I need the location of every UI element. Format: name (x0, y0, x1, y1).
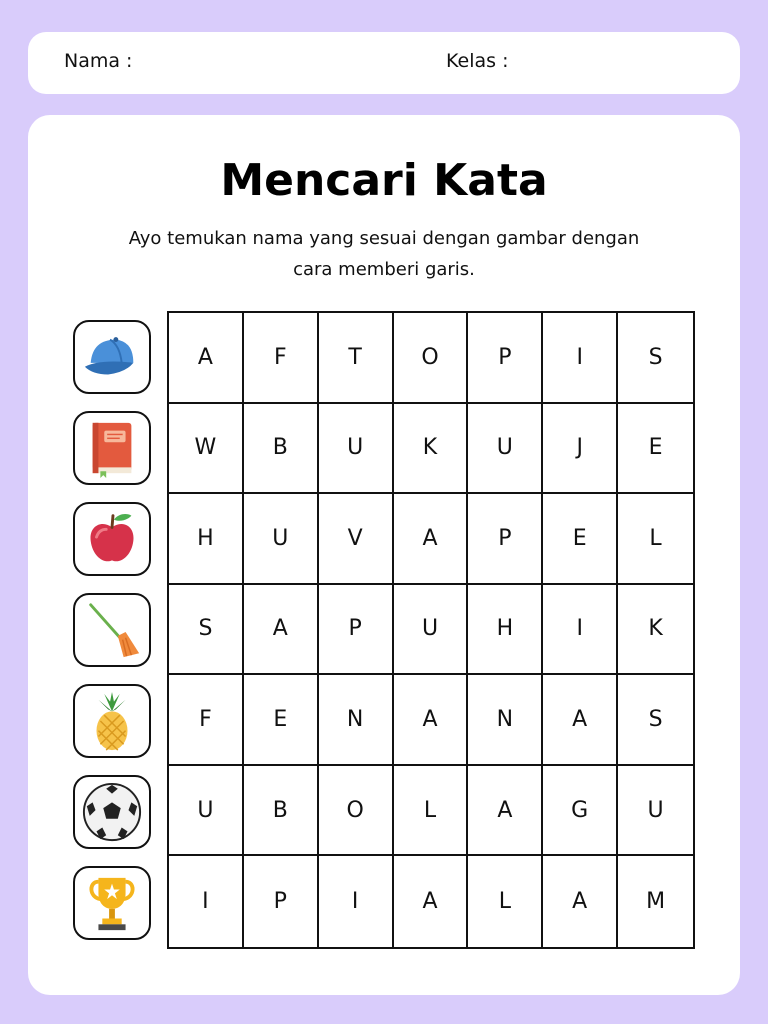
grid-cell[interactable]: S (618, 675, 693, 766)
grid-cell[interactable]: B (244, 766, 319, 857)
cap-icon (73, 320, 151, 394)
worksheet-card (28, 115, 740, 995)
broom-icon (73, 593, 151, 667)
grid-cell[interactable]: A (543, 856, 618, 947)
grid-cell[interactable]: B (244, 404, 319, 495)
grid-cell[interactable]: I (169, 856, 244, 947)
grid-cell[interactable]: O (394, 313, 469, 404)
grid-cell[interactable]: K (618, 585, 693, 676)
grid-cell[interactable]: P (468, 494, 543, 585)
grid-cell[interactable]: U (169, 766, 244, 857)
grid-cell[interactable]: W (169, 404, 244, 495)
grid-cell[interactable]: U (244, 494, 319, 585)
grid-cell[interactable]: N (319, 675, 394, 766)
grid-cell[interactable]: A (394, 494, 469, 585)
grid-cell[interactable]: H (468, 585, 543, 676)
grid-cell[interactable]: K (394, 404, 469, 495)
grid-cell[interactable]: I (543, 313, 618, 404)
grid-cell[interactable]: T (319, 313, 394, 404)
grid-cell[interactable]: S (618, 313, 693, 404)
pineapple-icon (73, 684, 151, 758)
grid-cell[interactable]: A (169, 313, 244, 404)
grid-cell[interactable]: O (319, 766, 394, 857)
grid-cell[interactable]: V (319, 494, 394, 585)
header-card (28, 32, 740, 94)
grid-cell[interactable]: U (468, 404, 543, 495)
grid-cell[interactable]: J (543, 404, 618, 495)
instruction-line-2: cara memberi garis. (293, 259, 475, 280)
word-search-grid (167, 311, 695, 949)
grid-cell[interactable]: N (468, 675, 543, 766)
grid-cell[interactable]: L (468, 856, 543, 947)
grid-cell[interactable]: P (319, 585, 394, 676)
grid-cell[interactable]: U (319, 404, 394, 495)
grid-cell[interactable]: U (618, 766, 693, 857)
book-icon (73, 411, 151, 485)
grid-cell[interactable]: F (244, 313, 319, 404)
grid-cell[interactable]: P (244, 856, 319, 947)
grid-cell[interactable]: G (543, 766, 618, 857)
grid-cell[interactable]: L (394, 766, 469, 857)
grid-cell[interactable]: E (244, 675, 319, 766)
grid-cell[interactable]: A (543, 675, 618, 766)
name-label: Nama : (64, 50, 133, 72)
apple-icon (73, 502, 151, 576)
grid-cell[interactable]: E (618, 404, 693, 495)
grid-cell[interactable]: A (244, 585, 319, 676)
grid-cell[interactable]: F (169, 675, 244, 766)
grid-cell[interactable]: U (394, 585, 469, 676)
grid-cell[interactable]: I (319, 856, 394, 947)
trophy-icon (73, 866, 151, 940)
instruction-line-1: Ayo temukan nama yang sesuai dengan gambar dengan (128, 228, 640, 249)
grid-cell[interactable]: L (618, 494, 693, 585)
grid-cell[interactable]: M (646, 889, 666, 915)
grid-cell[interactable]: S (169, 585, 244, 676)
grid-cell[interactable]: A (468, 766, 543, 857)
page-title: Mencari Kata (220, 155, 548, 206)
grid-cell[interactable]: H (169, 494, 244, 585)
grid-cell[interactable]: A (394, 856, 469, 947)
soccer-ball-icon (73, 775, 151, 849)
grid-cell[interactable]: A (394, 675, 469, 766)
grid-cell[interactable]: P (468, 313, 543, 404)
grid-cell[interactable]: E (543, 494, 618, 585)
class-label: Kelas : (446, 50, 509, 72)
instruction-text (98, 223, 670, 285)
grid-cell[interactable]: I (543, 585, 618, 676)
